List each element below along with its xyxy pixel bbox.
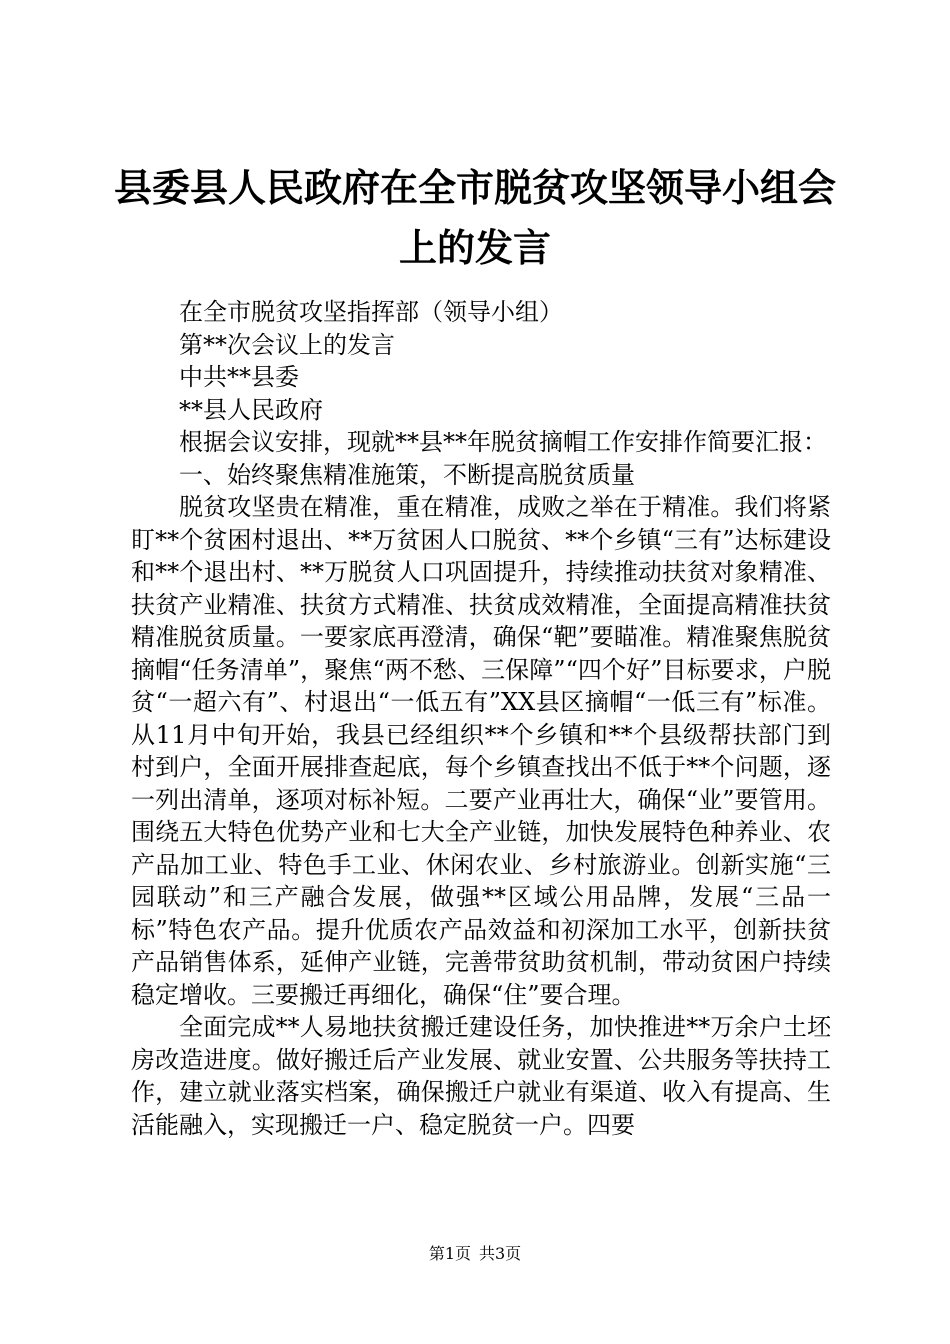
body-paragraph: 中共**县委 (179, 363, 299, 391)
body-paragraph: 在全市脱贫攻坚指挥部（领导小组） (179, 298, 563, 326)
document-title: 县委县人民政府在全市脱贫攻坚领导小组会上的发言 (113, 165, 836, 270)
document-body (131, 296, 831, 1141)
section-heading: 一、始终聚焦精准施策，不断提高脱贫质量 (179, 460, 635, 489)
body-paragraph: **县人民政府 (179, 395, 323, 424)
page-footer (0, 1244, 950, 1264)
page-number: 第1页 (428, 1244, 471, 1263)
body-paragraph: 根据会议安排，现就**县**年脱贫摘帽工作安排作简要汇报： (179, 428, 827, 456)
body-paragraph: 脱贫攻坚贵在精准，重在精准，成败之举在于精准。我们将紧盯**个贫困村退出、**万贫困人口脱贫、**个乡镇“三有”达标建设和**个退出村、**万脱贫人口巩固提升，持续推动扶贫对象精准、扶贫产业精准、扶贫方式精准、扶贫成效精准，全面提高精准扶贫精准脱贫质量。一要家底再澄清，确保“靶”要瞄准。精准聚焦脱贫摘帽“任务清单”，聚焦“两不愁、三保障”“四个好”目标要求，户脱贫“一超六有”、村退出“一低五有”XX县区摘帽“一低三有”标准。从11月中旬开始，我县已经组织**个乡镇和**个县级帮扶部门到村到户，全面开展排查起底，每个乡镇查找出不低于**个问题，逐一列出清单，逐项对标补短。二要产业再壮大，确保“业”要管用。围绕五大特色优势产业和七大全产业链，加快发展特色种养业、农产品加工业、特色手工业、休闲农业、乡村旅游业。创新实施“三园联动”和三产融合发展，做强**区域公用品牌，发展“三品一标”特色农产品。提升优质农产品效益和初深加工水平，创新扶贫产品销售体系，延伸产业链，完善带贫助贫机制，带动贫困户持续稳定增收。三要搬迁再细化，确保“住”要合理。 (131, 493, 831, 1009)
body-paragraph: 第**次会议上的发言 (179, 330, 395, 359)
page-total: 共3页 (479, 1244, 522, 1263)
body-paragraph: 全面完成**人易地扶贫搬迁建设任务，加快推进**万余户土坯房改造进度。做好搬迁后产业发展、就业安置、公共服务等扶持工作，建立就业落实档案，确保搬迁户就业有渠道、收入有提高、生活能融入，实现搬迁一户、稳定脱贫一户。四要 (131, 1013, 831, 1139)
